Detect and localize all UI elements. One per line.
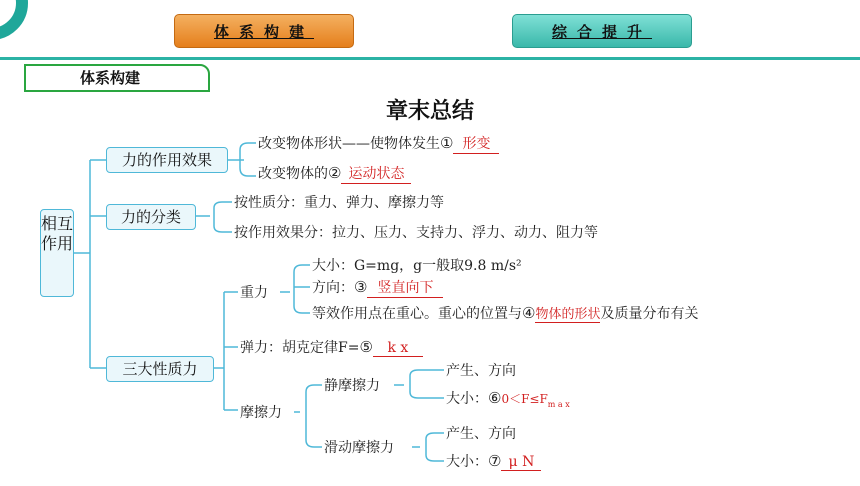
answer-3: 竖直向下 xyxy=(367,277,443,298)
gravity-magnitude: 大小：G=mg，g一般取9.8 m/s² xyxy=(312,258,522,274)
section-tag: 体系构建 xyxy=(24,64,210,92)
answer-4: 物体的形状 xyxy=(535,303,600,323)
node-force-effect: 力的作用效果 xyxy=(106,147,228,173)
answer-2: 运动状态 xyxy=(341,163,411,184)
gravity-direction: 方向：③ 竖直向下 xyxy=(312,277,443,298)
node-three-forces: 三大性质力 xyxy=(106,356,214,382)
root-node: 相互作用 xyxy=(40,209,74,297)
answer-1: 形变 xyxy=(453,133,499,154)
node-static-friction: 静摩擦力 xyxy=(324,378,380,394)
node-elastic: 弹力：胡克定律F=⑤ k x xyxy=(240,337,423,357)
tab-build[interactable]: 体系构建 xyxy=(174,14,354,48)
answer-6-subscript: m a x xyxy=(547,399,570,409)
node-sliding-friction: 滑动摩擦力 xyxy=(324,440,394,456)
static-item-2: 大小：$⑥0<F\le F_{m a x}$ xyxy=(446,389,570,409)
effect-item-1: 改变物体形状——使物体发生① 形变 xyxy=(258,133,499,154)
answer-6: 0＜F≤F xyxy=(501,392,548,406)
page-title: 章末总结 xyxy=(385,99,474,124)
effect-item-2: 改变物体的② 运动状态 xyxy=(258,163,411,184)
node-gravity: 重力 xyxy=(240,285,268,301)
gravity-center: 等效作用点在重心。重心的位置与④物体的形状及质量分布有关 xyxy=(312,304,699,322)
static-item-1: 产生、方向 xyxy=(446,363,516,379)
sliding-item-1: 产生、方向 xyxy=(446,426,516,442)
tab-improve[interactable]: 综合提升 xyxy=(512,14,692,48)
node-force-classification: 力的分类 xyxy=(106,204,196,230)
classification-item-2: 按作用效果分：拉力、压力、支持力、浮力、动力、阻力等 xyxy=(234,225,598,241)
answer-7: μ N xyxy=(501,454,541,471)
sliding-item-2: 大小：⑦ μ N xyxy=(446,451,541,471)
answer-5: k x xyxy=(373,340,423,357)
classification-item-1: 按性质分：重力、弹力、摩擦力等 xyxy=(234,195,444,211)
node-friction: 摩擦力 xyxy=(240,405,282,421)
